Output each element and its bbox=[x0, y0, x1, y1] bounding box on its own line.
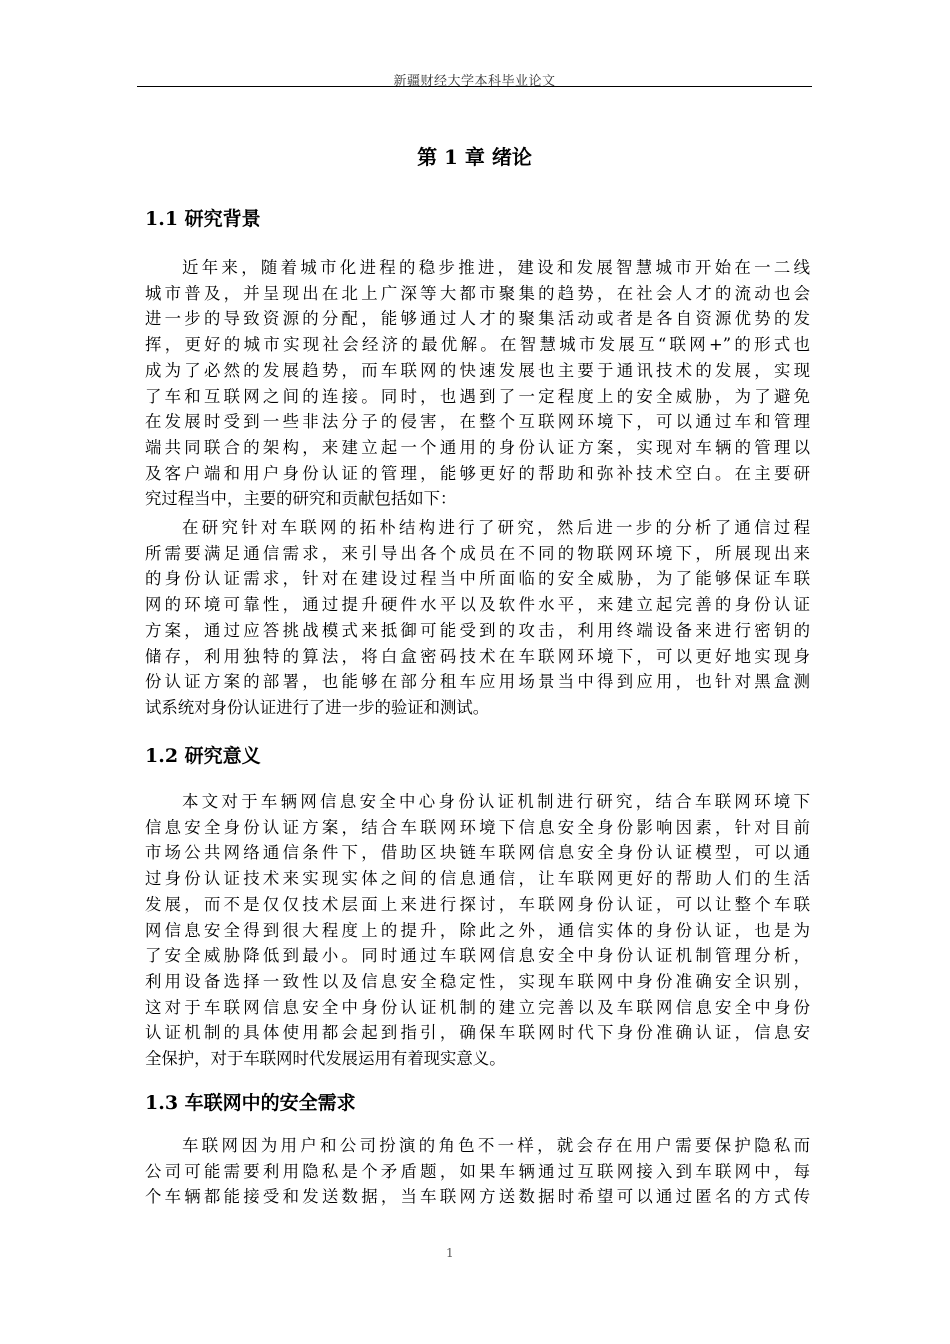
section-heading-1-3: 1.3 车联网中的安全需求 bbox=[145, 1092, 356, 1114]
paragraph-1-1-a bbox=[145, 255, 810, 512]
text-line: 究过程当中，主要的研究和贡献包括如下： bbox=[145, 489, 457, 509]
text-line: 的身份认证需求，针对在建设过程当中所面临的安全威胁，为了能够保证车联 bbox=[145, 569, 810, 589]
text-line: 了车和互联网之间的连接。同时，也遇到了一定程度上的安全威胁，为了避免 bbox=[145, 386, 810, 406]
page-header: 新疆财经大学本科毕业论文 bbox=[393, 74, 556, 89]
header-rule bbox=[137, 86, 812, 87]
text-line: 挥，更好的城市实现社会经济的最优解。在智慧城市发展互“联网+”的形式也 bbox=[145, 335, 810, 355]
text-line: 全保护，对于车联网时代发展运用有着现实意义。 bbox=[145, 1049, 506, 1069]
text-line: 认证机制的具体使用都会起到指引，确保车联网时代下身份准确认证，信息安 bbox=[145, 1023, 810, 1043]
text-line: 本文对于车辆网信息安全中心身份认证机制进行研究，结合车联网环境下 bbox=[182, 792, 810, 811]
text-line: 成为了必然的发展趋势，而车联网的快速发展也主要于通讯技术的发展，实现 bbox=[145, 360, 810, 380]
text-line: 所需要满足通信需求，来引导出各个成员在不同的物联网环境下，所展现出来 bbox=[145, 543, 810, 563]
paragraph-1-2 bbox=[145, 789, 810, 1072]
text-line: 个车辆都能接受和发送数据，当车联网方送数据时希望可以通过匿名的方式传 bbox=[145, 1187, 810, 1207]
text-line: 及客户端和用户身份认证的管理，能够更好的帮助和弥补技术空白。在主要研 bbox=[145, 463, 810, 483]
text-line: 储存，利用独特的算法，将白盒密码技术在车联网环境下，可以更好地实现身 bbox=[145, 646, 810, 666]
text-line: 过身份认证技术来实现实体之间的信息通信，让车联网更好的帮助人们的生活 bbox=[145, 869, 810, 889]
text-line: 网的环境可靠性，通过提升硬件水平以及软件水平，来建立起完善的身份认证 bbox=[145, 595, 810, 615]
text-line: 试系统对身份认证进行了进一步的验证和测试。 bbox=[145, 697, 490, 717]
text-line: 进一步的导致资源的分配，能够通过人才的聚集活动或者是各自资源优势的发 bbox=[145, 309, 810, 329]
text-line: 车联网因为用户和公司扮演的角色不一样，就会存在用户需要保护隐私而 bbox=[182, 1136, 810, 1155]
text-line: 网信息安全得到很大程度上的提升，除此之外，通信实体的身份认证，也是为 bbox=[145, 920, 810, 940]
text-line: 份认证方案的部署，也能够在部分租车应用场景当中得到应用，也针对黑盒测 bbox=[145, 672, 810, 692]
text-line: 市场公共网络通信条件下，借助区块链车联网信息安全身份认证模型，可以通 bbox=[145, 843, 810, 863]
section-heading-1-1: 1.1 研究背景 bbox=[145, 208, 261, 230]
text-line: 信息安全身份认证方案，结合车联网环境下信息安全身份影响因素，针对目前 bbox=[145, 817, 810, 837]
text-line: 方案，通过应答挑战模式来抵御可能受到的攻击，利用终端设备来进行密钥的 bbox=[145, 620, 810, 640]
text-line: 在研究针对车联网的拓朴结构进行了研究，然后进一步的分析了通信过程 bbox=[182, 518, 810, 537]
text-line: 近年来，随着城市化进程的稳步推进，建设和发展智慧城市开始在一二线 bbox=[182, 258, 810, 277]
page-number: 1 bbox=[446, 1246, 454, 1260]
paragraph-1-1-b bbox=[145, 515, 810, 721]
text-line: 了安全威胁降低到最小。同时通过车联网信息安全中身份认证机制管理分析， bbox=[145, 946, 810, 966]
text-line: 利用设备选择一致性以及信息安全稳定性，实现车联网中身份准确安全识别， bbox=[145, 971, 810, 991]
paragraph-1-3 bbox=[145, 1133, 810, 1210]
text-line: 公司可能需要利用隐私是个矛盾题，如果车辆通过互联网接入到车联网中，每 bbox=[145, 1161, 810, 1181]
text-line: 城市普及，并呈现出在北上广深等大都市聚集的趋势，在社会人才的流动也会 bbox=[145, 283, 810, 303]
text-line: 这对于车联网信息安全中身份认证机制的建立完善以及车联网信息安全中身份 bbox=[145, 997, 810, 1017]
text-line: 端共同联合的架构，来建立起一个通用的身份认证方案，实现对车辆的管理以 bbox=[145, 437, 810, 457]
section-heading-1-2: 1.2 研究意义 bbox=[145, 745, 261, 767]
chapter-title: 第 1 章 绪论 bbox=[417, 145, 532, 169]
text-line: 在发展时受到一些非法分子的侵害，在整个互联网环境下，可以通过车和管理 bbox=[145, 412, 810, 432]
text-line: 发展，而不是仅仅技术层面上来进行探讨，车联网身份认证，可以让整个车联 bbox=[145, 894, 810, 914]
